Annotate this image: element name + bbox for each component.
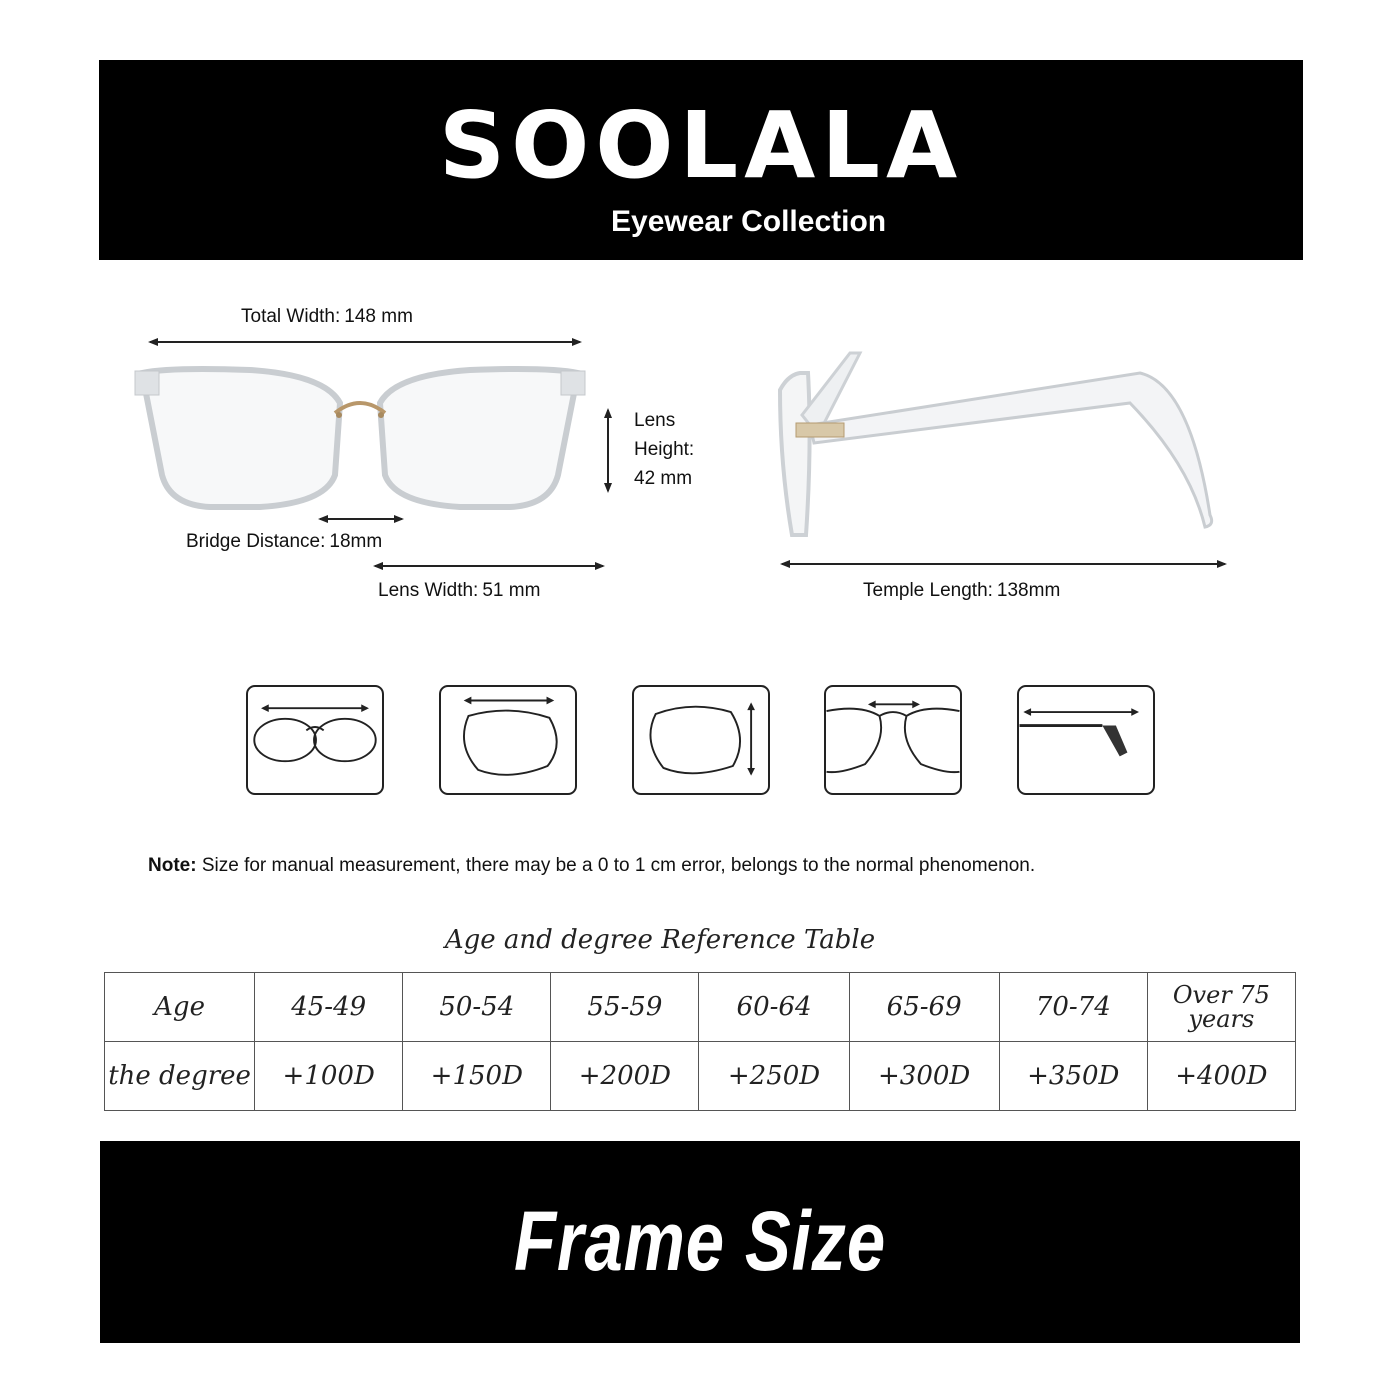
total-width-icon: [246, 685, 384, 795]
lens-height-label: Lens Height: 42 mm: [634, 410, 695, 489]
age-degree-table: [104, 972, 1296, 1111]
degree-cell: +400D: [1147, 1042, 1295, 1111]
age-header-cell: Age: [105, 973, 255, 1042]
front-glasses-diagram: [130, 325, 620, 595]
age-cell: 50-54: [403, 973, 551, 1042]
lens-width-icon: [439, 685, 577, 795]
degree-cell: +200D: [551, 1042, 699, 1111]
temple-length-icon: [1017, 685, 1155, 795]
header-banner: [99, 60, 1303, 260]
degree-cell: +150D: [403, 1042, 551, 1111]
reference-table-title: Age and degree Reference Table: [444, 925, 876, 955]
side-glasses-diagram: [770, 345, 1250, 575]
footer-banner: [100, 1141, 1300, 1343]
degree-cell: +250D: [699, 1042, 849, 1111]
table-row: [105, 1042, 1296, 1111]
temple-length-label: Temple Length: 138mm: [863, 580, 1061, 601]
age-cell: Over 75 years: [1147, 973, 1295, 1042]
age-cell: 55-59: [551, 973, 699, 1042]
degree-header-cell: the degree: [105, 1042, 255, 1111]
lens-height-icon: [632, 685, 770, 795]
age-cell: 45-49: [255, 973, 403, 1042]
lens-width-label: Lens Width: 51 mm: [378, 580, 541, 601]
size-note: Note: Size for manual measurement, there may be a 0 to 1 cm error, belongs to the normal phenomenon.: [148, 855, 1036, 876]
brand-tagline: Eyewear Collection: [611, 205, 887, 238]
frame-size-title: Frame Size: [514, 1194, 886, 1288]
age-cell: 60-64: [699, 973, 849, 1042]
total-width-label: Total Width: 148 mm: [241, 306, 413, 327]
bridge-distance-label: Bridge Distance: 18mm: [186, 531, 383, 552]
degree-cell: +100D: [255, 1042, 403, 1111]
degree-cell: +350D: [999, 1042, 1147, 1111]
age-cell: 70-74: [999, 973, 1147, 1042]
brand-logo: SOOLALA: [438, 92, 964, 199]
table-row: [105, 973, 1296, 1042]
degree-cell: +300D: [849, 1042, 999, 1111]
bridge-distance-icon: [824, 685, 962, 795]
age-cell: 65-69: [849, 973, 999, 1042]
